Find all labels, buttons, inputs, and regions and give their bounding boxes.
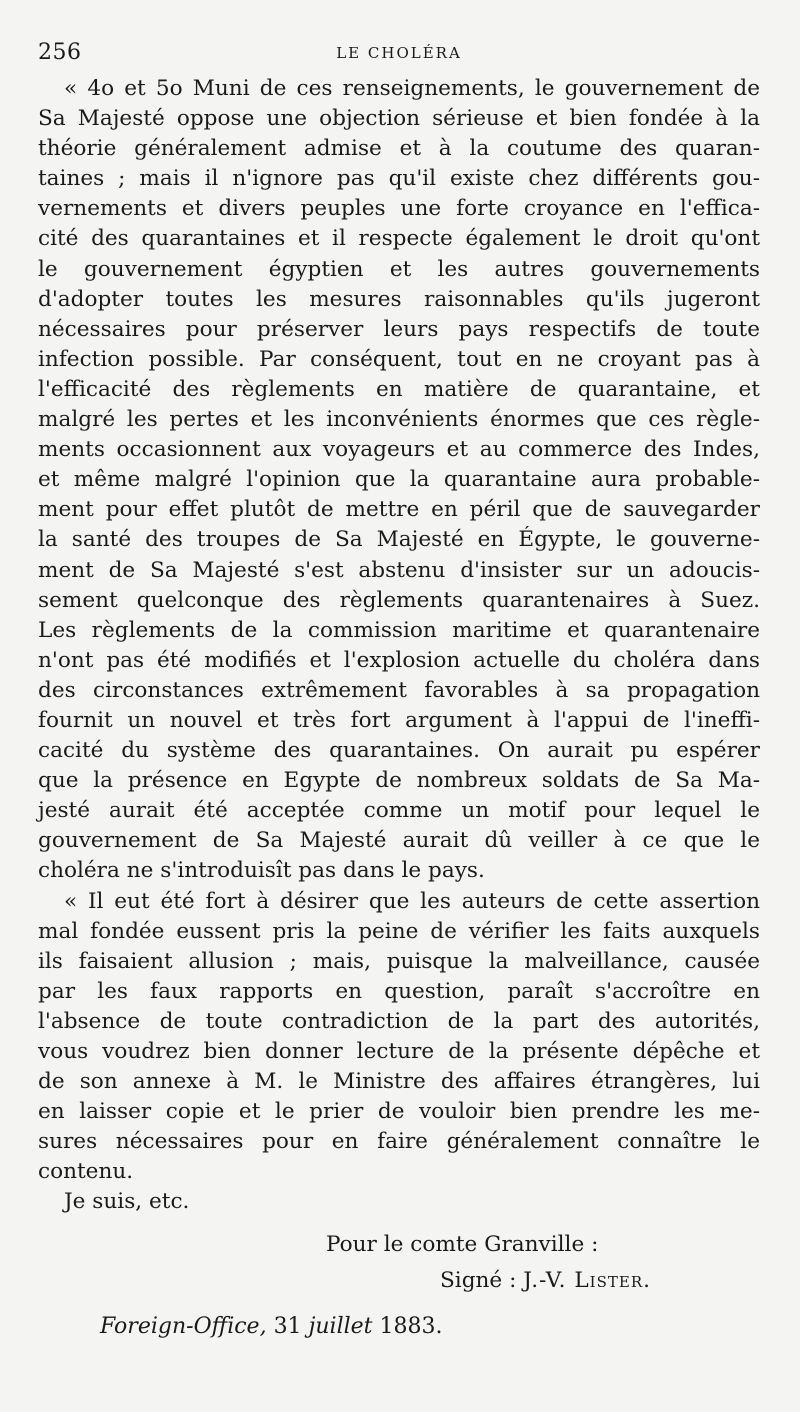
text-line: vous voudrez bien donner lecture de la présente dépêche et <box>38 1039 760 1064</box>
book-page <box>38 40 760 1342</box>
text-line: l'absence de toute contradiction de la part des autorités, <box>38 1008 760 1034</box>
text-line: mal fondée eussent pris la peine de vérifier les faits auxquels <box>38 918 760 944</box>
text-line: n'ont pas été modifiés et l'explosion actuelle du choléra dans <box>38 647 760 673</box>
dateline <box>100 1312 760 1342</box>
text-line: vernements et divers peuples une forte croyance en l'effica- <box>38 196 760 222</box>
text-line: taines ; mais il n'ignore pas qu'il existe chez différents gou- <box>38 166 760 192</box>
text-line: ment pour effet plutôt de mettre en péril que de sauvegarder <box>38 497 760 523</box>
paragraph-request-minister <box>38 887 760 1188</box>
text-line: ment de Sa Majesté s'est abstenu d'insister sur un adoucis- <box>38 557 760 583</box>
text-line: infection possible. Par conséquent, tout en ne croyant pas à <box>38 346 760 372</box>
text-line: sures nécessaires pour en faire généralement connaître le <box>38 1129 760 1155</box>
text-line: ils faisaient allusion ; mais, puisque la malveillance, causée <box>38 948 760 974</box>
text-line: théorie généralement admise et à la coutume des quaran- <box>38 136 760 162</box>
text-line: Les règlements de la commission maritime et quarantenaire <box>38 617 760 643</box>
text-line: l'efficacité des règlements en matière de quarantaine, et <box>38 376 760 402</box>
text-line: fournit un nouvel et très fort argument à l'appui de l'ineffi- <box>38 707 760 733</box>
text-line: le gouvernement égyptien et les autres gouvernements <box>38 256 760 282</box>
dateline-place: Foreign-Office, <box>100 1313 267 1339</box>
text-line: cacité du système des quarantaines. On aurait pu espérer <box>38 738 760 764</box>
closing-line: Je suis, etc. <box>64 1189 190 1215</box>
running-title: LE CHOLÉRA <box>336 44 462 62</box>
text-line: « 4o et 5o Muni de ces renseignements, le gouvernement de <box>64 76 760 101</box>
text-line: la santé des troupes de Sa Majesté en Égypte, le gouverne- <box>38 527 760 553</box>
signatory-name: J.-V. Lister. <box>523 1267 651 1293</box>
signed-label: Signé : <box>440 1267 524 1293</box>
text-line: d'adopter toutes les mesures raisonnables qu'ils jugeront <box>38 286 760 312</box>
text-line: contenu. <box>38 1159 134 1185</box>
text-line: Sa Majesté oppose une objection sérieuse et bien fondée à la <box>38 106 760 132</box>
text-line: en laisser copie et le prier de vouloir bien prendre les me- <box>38 1099 760 1125</box>
page-number: 256 <box>38 40 82 65</box>
page-header <box>38 40 760 74</box>
dateline-day: 31 <box>273 1313 302 1339</box>
text-line: des circonstances extrêmement favorables à sa propagation <box>38 677 760 703</box>
text-line: choléra ne s'introduisît pas dans le pays. <box>38 858 485 884</box>
dateline-year: 1883. <box>379 1313 443 1339</box>
text-line: cité des quarantaines et il respecte également le droit qu'ont <box>38 226 760 252</box>
text-line: que la présence en Egypte de nombreux soldats de Sa Ma- <box>38 768 760 794</box>
text-line: de son annexe à M. le Ministre des affaires étrangères, lui <box>38 1069 760 1095</box>
signature-block <box>440 1266 760 1296</box>
paragraph-dispatch-quote <box>38 74 760 887</box>
text-line: sement quelconque des règlements quarantenaires à Suez. <box>38 587 760 613</box>
signature-attribution: Pour le comte Granville : <box>326 1231 599 1257</box>
text-line: nécessaires pour préserver leurs pays respectifs de toute <box>38 316 760 342</box>
text-line: et même malgré l'opinion que la quarantaine aura probable- <box>38 467 760 493</box>
text-line: par les faux rapports en question, paraît s'accroître en <box>38 978 760 1004</box>
text-line: ments occasionnent aux voyageurs et au commerce des Indes, <box>38 437 760 463</box>
text-line: jesté aurait été acceptée comme un motif pour lequel le <box>38 798 760 824</box>
text-line: gouvernement de Sa Majesté aurait dû veiller à ce que le <box>38 828 760 854</box>
text-line: « Il eut été fort à désirer que les auteurs de cette assertion <box>64 888 760 914</box>
closing-formula <box>38 1187 760 1217</box>
dateline-month: juillet <box>308 1313 373 1339</box>
text-line: malgré les pertes et les inconvénients énormes que ces règle- <box>38 407 760 433</box>
